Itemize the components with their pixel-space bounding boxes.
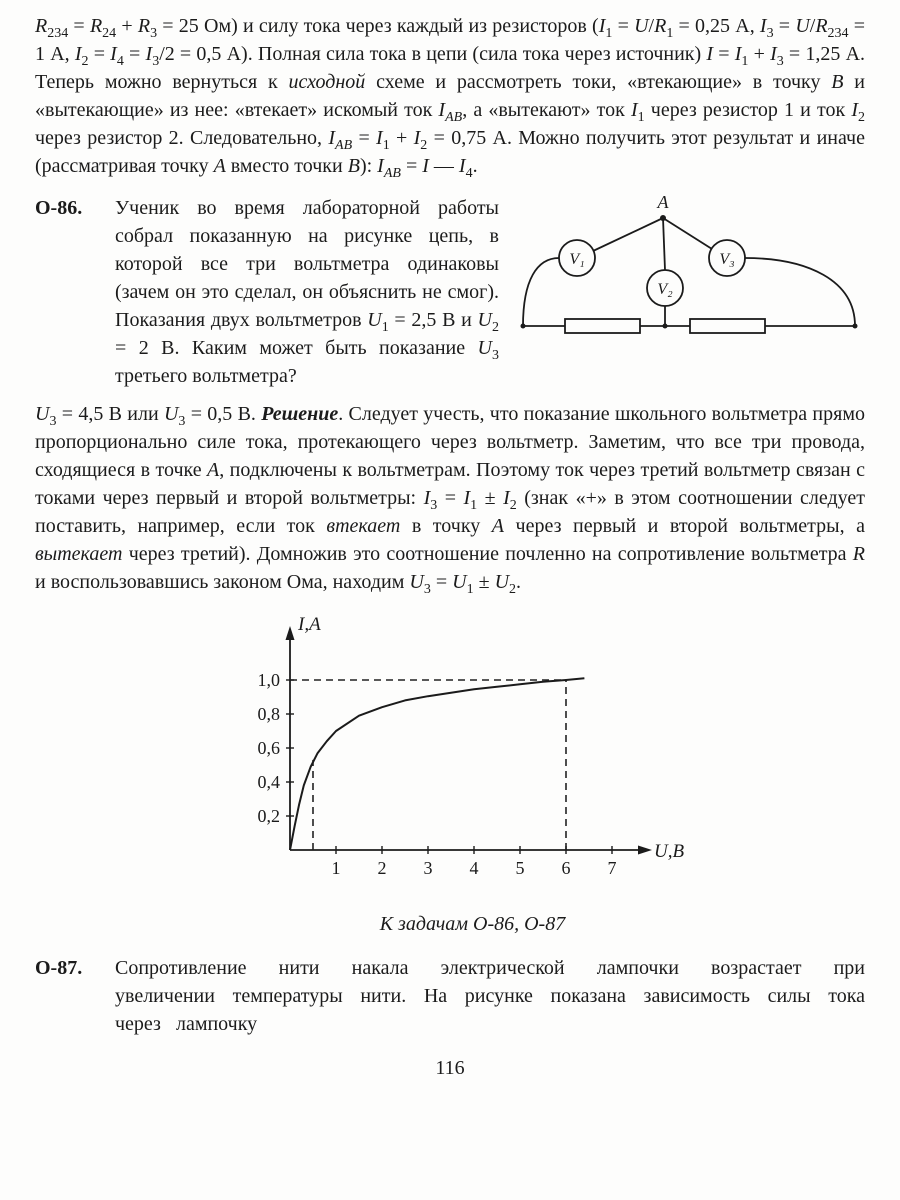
page-number: 116 bbox=[435, 1057, 465, 1079]
intro-paragraph: $R_{234} = R_{24} + R_3 = 25$ Ом) и силу тока через каждый из резисторов ($I_1 = U/R_1 = 0,25$ А, $I_3 = U/R_{234} = 1$ А, $I_2 = I_4 = I_3/2 = 0,5$ А). Полная сила тока в цепи (сила тока через источник) $I = I_1 + I_3 = 1,25$ А. Теперь можно вернуться к исходной схеме и рассмотреть токи, «втекающие» в точку B и «вытекающие» из нее: «втекает» искомый ток $I_{AB}$, а «вытекают» ток $I_1$ через резистор 1 и ток $I_2$ через резистор 2. Следовательно, $I_{AB} = I_1 + I_2 = 0,75$ А. Можно получить этот результат и иначе (рассматривая точку A вместо точки B): $I_{AB} = I$ — $I_4$. bbox=[35, 15, 866, 181]
y-axis-arrow-icon bbox=[286, 626, 295, 640]
x-tick-label: 1 bbox=[331, 858, 341, 878]
wire-right-arc bbox=[745, 258, 855, 326]
y-tick-label: 0,4 bbox=[257, 772, 280, 792]
solution-o86: $U_3 = 4,5$ В или $U_3 = 0,5$ В. Решение. Следует учесть, что показание школьного вольтметра прямо пропорционально силе тока, протекающего через вольтметр. Заметим, что все три провода, сходящиеся в точке A, подключены к вольтметрам. Поэтому ток через третий вольтметр связан с токами через первый и второй вольтметры: $I_3 = I_1 \pm I_2$ (знак «+» в этом соотношении следует поставить, например, если ток втекает в точку A через первый и второй вольтметры, а вытекает через третий). Домножив это соотношение почленно на сопротивление вольтметра R и воспользовавшись законом Ома, находим $U_3 = U_1 \pm U_2$. bbox=[35, 403, 865, 597]
problem-o86 bbox=[35, 194, 865, 390]
x-tick-label: 6 bbox=[561, 858, 571, 878]
figure-caption: К задачам О-86, О-87 bbox=[379, 913, 566, 935]
wire-a-to-v2 bbox=[663, 218, 665, 270]
wire-a-to-v3 bbox=[663, 218, 712, 249]
y-tick-label: 0,2 bbox=[257, 806, 280, 826]
y-tick-label: 0,8 bbox=[257, 704, 280, 724]
wire-left-arc bbox=[523, 258, 559, 326]
label-voltmeter-v2: V₂ bbox=[657, 281, 673, 298]
x-tick-label: 2 bbox=[377, 858, 387, 878]
problem-o87-text: Сопротивление нити накала электрической лампочки возрастает при увеличении температуры нити. На рисунке показана зависимость силы тока через лампочку bbox=[115, 957, 865, 1035]
iv-curve bbox=[290, 678, 584, 850]
node-left-dot bbox=[521, 324, 526, 329]
x-tick-label: 4 bbox=[469, 858, 479, 878]
node-right-dot bbox=[853, 324, 858, 329]
problem-o87 bbox=[35, 954, 865, 1038]
y-axis-label: I,А bbox=[298, 614, 321, 635]
problem-o87-label: О-87. bbox=[35, 957, 83, 979]
iv-graph-figure bbox=[240, 610, 865, 910]
x-tick-label: 3 bbox=[423, 858, 433, 878]
resistor-1 bbox=[565, 319, 640, 333]
x-axis-label: U,В bbox=[654, 841, 685, 862]
problem-o86-body bbox=[115, 194, 865, 390]
circuit-figure bbox=[515, 196, 865, 348]
problem-o87-body bbox=[115, 954, 865, 1038]
label-point-a: A bbox=[657, 196, 669, 212]
wire-a-to-v1 bbox=[593, 218, 663, 251]
iv-graph bbox=[240, 610, 705, 902]
label-voltmeter-v3: V₃ bbox=[719, 251, 735, 268]
label-voltmeter-v1: V₁ bbox=[569, 251, 585, 268]
y-tick-label: 0,6 bbox=[257, 738, 280, 758]
x-axis-arrow-icon bbox=[638, 846, 652, 855]
node-mid-dot bbox=[663, 324, 668, 329]
problem-o86-text: Ученик во время лабораторной работы собрал показанную на рисунке цепь, в которой все три вольтметра одинаковы (зачем он это сделал, он объяснить не смог). Показания двух вольтметров $U_1 = 2,5$ В и $U_2 = 2$ В. Каким может быть показание $U_3$ третьего вольтметра? bbox=[115, 197, 499, 387]
node-a-dot bbox=[660, 215, 666, 221]
x-tick-label: 7 bbox=[607, 858, 617, 878]
problem-o86-label: О-86. bbox=[35, 197, 83, 219]
resistor-2 bbox=[690, 319, 765, 333]
x-tick-label: 5 bbox=[515, 858, 525, 878]
graph-axes bbox=[290, 638, 640, 850]
circuit-wires bbox=[523, 218, 855, 333]
y-tick-label: 1,0 bbox=[257, 670, 280, 690]
